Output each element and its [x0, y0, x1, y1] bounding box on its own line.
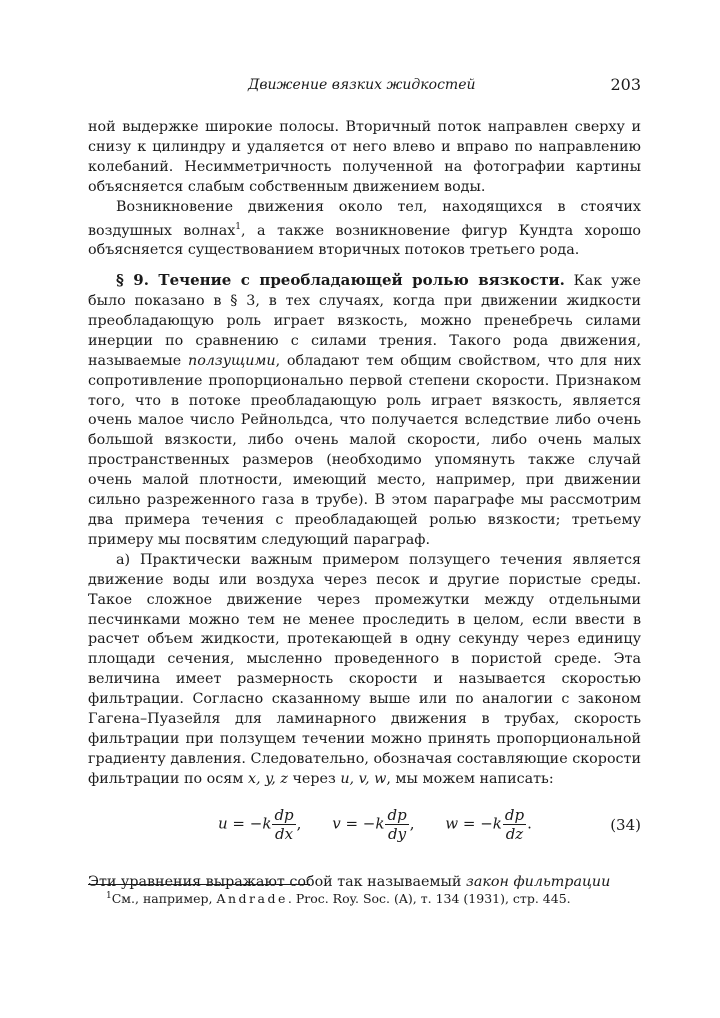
fraction-u [272, 806, 295, 843]
section-9-paragraph [88, 271, 641, 551]
page-number: 203 [610, 75, 641, 94]
footnote-text-b: . Proc. Roy. Soc. (A), т. 134 (1931), стр. 445. [287, 891, 571, 907]
equation-v: v = −k $\frac{dp}{dy}$ , [332, 806, 415, 843]
footnote-divider [88, 884, 310, 885]
equation-34 [88, 800, 641, 850]
equation-w: w = −k $\frac{dp}{dz}$ . [445, 806, 532, 843]
section-9-text-a: Как уже было показано в § 3, в тех случаях, когда при движении жидкости преобладающую роль играет вязкость, можно пренебречь силами инерции по сравнению с силами трения. Такого рода движения, называемые [88, 273, 641, 369]
paragraph-a [88, 551, 641, 790]
fraction-u-den: dx [275, 825, 294, 843]
term-filtration-law: закон фильтрации [466, 874, 611, 891]
paragraph-a-text-a: а) Практически важным примером ползущего течения является движение воды или воздуха через песок и другие пористые среды. Такое сложное движение через промежутки между отдельными песчинками можно тем не менее проследить в целом, если ввести в расчет объем жидкости, протекающей в одну секунду через единицу площади сечения, мысленно проведенного в пористой среде. Эта величина имеет размерность скорости и называется скоростью фильтрации. Согласно сказанному выше или по аналогии с законом Гагена–Пуазейля для ламинарного движения в трубах, скорость фильтрации при ползущем течении можно принять пропорциональной градиенту давления. Следовательно, обозначая составляющие скорости фильтрации по осям [88, 551, 641, 787]
paragraph-1: ной выдержке широкие полосы. Вторичный поток направлен сверху и снизу к цилиндру и удаляется от него влево и вправо по направлению колебаний. Несимметричность полученной на фотографии картины объясняется слабым собственным движением воды. [88, 119, 641, 195]
footnote-text-a: См., например, [111, 891, 217, 907]
equation-w-lhs: w = −k [445, 814, 502, 833]
equation-u: u = −k $\frac{dp}{dx}$ , [218, 806, 302, 843]
paragraph-2-text-a: Возникновение движения около тел, находящихся в стоячих воздушных волнах [88, 198, 641, 239]
paragraph-2-text-b: , а также возникновение фигур Кундта хорошо объясняется существованием вторичных потоков третьего рода. [88, 222, 641, 259]
page-header [88, 77, 641, 97]
equation-number: (34) [610, 816, 641, 834]
fraction-w [503, 806, 526, 843]
paragraph-a-text-c: , мы можем написать: [386, 770, 554, 787]
main-text [88, 118, 641, 790]
equation-v-lhs: v = −k [332, 814, 385, 833]
footnote-ref: 1 [235, 221, 242, 232]
footnote-author: Andrade [216, 891, 288, 907]
section-9-text-b: , обладают тем общим свойством, что для них сопротивление пропорционально первой степени скорости. Признаком того, что в потоке преобладающую роль играет вязкость, является очень малое число Рейнольдса, что получается вследствие либо очень большой вязкости, либо очень малой скорости, либо очень малых пространственных размеров (необходимо упомянуть также случай очень малой плотности, имеющий место, например, при движении сильно разреженного газа в трубе). В этом параграфе мы рассмотрим два примера течения с преобладающей ролью вязкости; третьему примеру мы посвятим следующий параграф. [88, 352, 641, 548]
fraction-v-den: dy [388, 825, 407, 843]
velocity-vars: u, v, w [340, 770, 387, 787]
after-text: Эти уравнения выражают собой так называемый [88, 874, 467, 891]
paragraph-after-equation [88, 872, 641, 892]
paragraph-2 [88, 198, 641, 261]
fraction-v [385, 806, 408, 843]
section-title: § 9. Течение с преобладающей ролью вязкости. [116, 271, 565, 290]
fraction-v-num: dp [387, 806, 407, 824]
equation-body [218, 806, 558, 843]
fraction-w-den: dz [505, 825, 524, 843]
axes-vars: x, y, z [247, 770, 288, 787]
fraction-w-num: dp [504, 806, 525, 824]
footnote [106, 891, 571, 906]
footnote-mark: 1 [106, 891, 112, 901]
equation-u-lhs: u = −k [218, 814, 272, 833]
running-title: Движение вязких жидкостей [248, 77, 476, 93]
paragraph-a-text-b: через [287, 770, 341, 787]
fraction-u-num: dp [274, 806, 294, 824]
term-creeping: ползущими [187, 352, 276, 369]
